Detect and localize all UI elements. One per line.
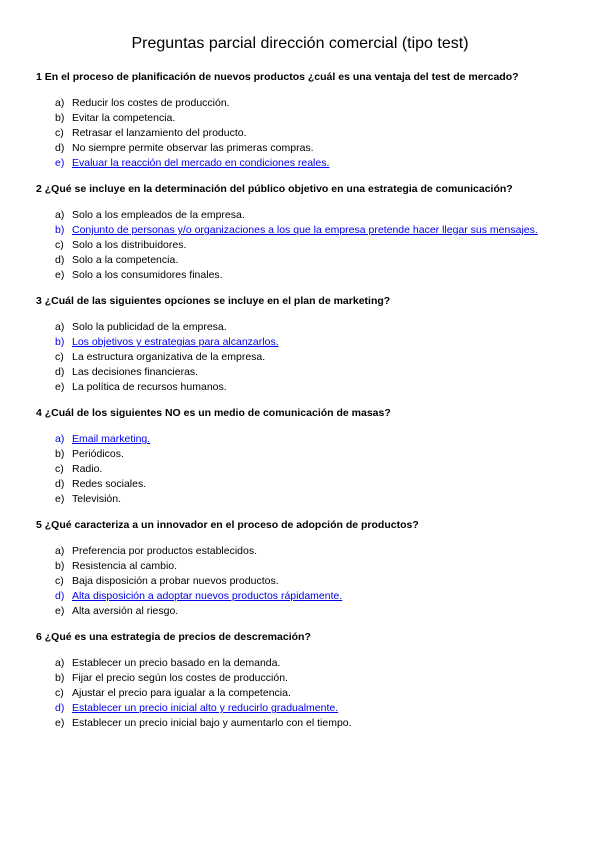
- answer-option: [36, 716, 568, 731]
- option-list: [36, 656, 568, 731]
- option-letter: a): [55, 209, 65, 221]
- answer-option: [36, 238, 568, 253]
- correct-answer-link[interactable]: Alta disposición a adoptar nuevos productos rápidamente.: [72, 590, 343, 602]
- correct-answer-option[interactable]: [36, 335, 568, 350]
- option-text: Redes sociales.: [72, 478, 147, 490]
- answer-option: [36, 141, 568, 156]
- option-text: Fijar el precio según los costes de producción.: [72, 672, 288, 684]
- answer-option: [36, 492, 568, 507]
- option-letter: a): [55, 321, 65, 333]
- answer-option: [36, 559, 568, 574]
- option-letter: e): [55, 381, 65, 393]
- question-text: 3 ¿Cuál de las siguientes opciones se incluye en el plan de marketing?: [36, 295, 391, 307]
- option-letter: c): [55, 687, 64, 699]
- correct-answer-link[interactable]: Conjunto de personas y/o organizaciones a los que la empresa pretende hacer llegar sus mensajes.: [72, 224, 538, 236]
- option-text: Ajustar el precio para igualar a la competencia.: [72, 687, 291, 699]
- option-letter: d): [55, 702, 65, 714]
- question-block: [36, 406, 568, 507]
- option-letter: e): [55, 157, 65, 169]
- option-letter: e): [55, 269, 65, 281]
- question-text: 1 En el proceso de planificación de nuevos productos ¿cuál es una ventaja del test de mercado?: [36, 71, 519, 83]
- question-block: [36, 630, 568, 731]
- option-text: Solo a los consumidores finales.: [72, 269, 223, 281]
- question-block: [36, 70, 568, 171]
- option-letter: d): [55, 366, 65, 378]
- option-text: No siempre permite observar las primeras compras.: [72, 142, 314, 154]
- option-text: La estructura organizativa de la empresa.: [72, 351, 266, 363]
- question-block: [36, 182, 568, 283]
- answer-option: [36, 111, 568, 126]
- option-list: [36, 432, 568, 507]
- question-text: 4 ¿Cuál de los siguientes NO es un medio de comunicación de masas?: [36, 407, 391, 419]
- option-list: [36, 544, 568, 619]
- correct-answer-link[interactable]: Email marketing.: [72, 433, 151, 445]
- answer-option: [36, 686, 568, 701]
- option-letter: b): [55, 224, 65, 236]
- answer-option: [36, 462, 568, 477]
- option-letter: d): [55, 142, 65, 154]
- answer-option: [36, 96, 568, 111]
- option-text: Las decisiones financieras.: [72, 366, 199, 378]
- option-text: Establecer un precio basado en la demanda.: [72, 657, 281, 669]
- option-list: [36, 208, 568, 283]
- answer-option: [36, 604, 568, 619]
- option-text: Establecer un precio inicial bajo y aumentarlo con el tiempo.: [72, 717, 352, 729]
- option-letter: a): [55, 545, 65, 557]
- option-letter: e): [55, 493, 65, 505]
- option-text: Resistencia al cambio.: [72, 560, 178, 572]
- option-text: Retrasar el lanzamiento del producto.: [72, 127, 247, 139]
- option-list: [36, 96, 568, 171]
- option-text: Solo a los empleados de la empresa.: [72, 209, 245, 221]
- answer-option: [36, 671, 568, 686]
- option-letter: a): [55, 433, 65, 445]
- option-text: Periódicos.: [72, 448, 124, 460]
- correct-answer-option[interactable]: [36, 156, 568, 171]
- question-text: 6 ¿Qué es una estrategia de precios de descremación?: [36, 631, 311, 643]
- question-text: 2 ¿Qué se incluye en la determinación del público objetivo en una estrategia de comunicación?: [36, 183, 513, 195]
- option-letter: b): [55, 448, 65, 460]
- correct-answer-option[interactable]: [36, 701, 568, 716]
- correct-answer-link[interactable]: Establecer un precio inicial alto y reducirlo gradualmente.: [72, 702, 339, 714]
- option-letter: e): [55, 717, 65, 729]
- option-letter: b): [55, 560, 65, 572]
- correct-answer-link[interactable]: Evaluar la reacción del mercado en condiciones reales.: [72, 157, 330, 169]
- answer-option: [36, 126, 568, 141]
- question-block: [36, 518, 568, 619]
- option-letter: e): [55, 605, 65, 617]
- correct-answer-option[interactable]: [36, 432, 568, 447]
- question-text: 5 ¿Qué caracteriza a un innovador en el proceso de adopción de productos?: [36, 519, 419, 531]
- option-letter: d): [55, 254, 65, 266]
- option-letter: b): [55, 112, 65, 124]
- option-text: Alta aversión al riesgo.: [72, 605, 179, 617]
- answer-option: [36, 656, 568, 671]
- option-text: Radio.: [72, 463, 103, 475]
- option-text: Reducir los costes de producción.: [72, 97, 230, 109]
- option-letter: c): [55, 575, 64, 587]
- answer-option: [36, 365, 568, 380]
- correct-answer-link[interactable]: Los objetivos y estrategias para alcanzarlos.: [72, 336, 279, 348]
- question-block: [36, 294, 568, 395]
- option-letter: d): [55, 478, 65, 490]
- answer-option: [36, 544, 568, 559]
- option-letter: c): [55, 239, 64, 251]
- answer-option: [36, 268, 568, 283]
- answer-option: [36, 320, 568, 335]
- option-letter: c): [55, 463, 64, 475]
- option-text: Preferencia por productos establecidos.: [72, 545, 258, 557]
- option-text: Evitar la competencia.: [72, 112, 176, 124]
- answer-option: [36, 253, 568, 268]
- correct-answer-option[interactable]: [36, 589, 568, 604]
- option-text: Solo la publicidad de la empresa.: [72, 321, 227, 333]
- option-letter: b): [55, 672, 65, 684]
- question-list: [36, 70, 568, 742]
- option-letter: c): [55, 351, 64, 363]
- correct-answer-option[interactable]: [36, 223, 568, 238]
- option-letter: c): [55, 127, 64, 139]
- answer-option: [36, 380, 568, 395]
- answer-option: [36, 574, 568, 589]
- option-text: Baja disposición a probar nuevos productos.: [72, 575, 279, 587]
- answer-option: [36, 350, 568, 365]
- answer-option: [36, 477, 568, 492]
- option-text: Televisión.: [72, 493, 122, 505]
- answer-option: [36, 208, 568, 223]
- option-text: La política de recursos humanos.: [72, 381, 227, 393]
- option-text: Solo a la competencia.: [72, 254, 179, 266]
- option-letter: b): [55, 336, 65, 348]
- option-letter: d): [55, 590, 65, 602]
- option-list: [36, 320, 568, 395]
- page-title: Preguntas parcial dirección comercial (tipo test): [131, 35, 469, 52]
- option-letter: a): [55, 97, 65, 109]
- option-letter: a): [55, 657, 65, 669]
- option-text: Solo a los distribuidores.: [72, 239, 187, 251]
- answer-option: [36, 447, 568, 462]
